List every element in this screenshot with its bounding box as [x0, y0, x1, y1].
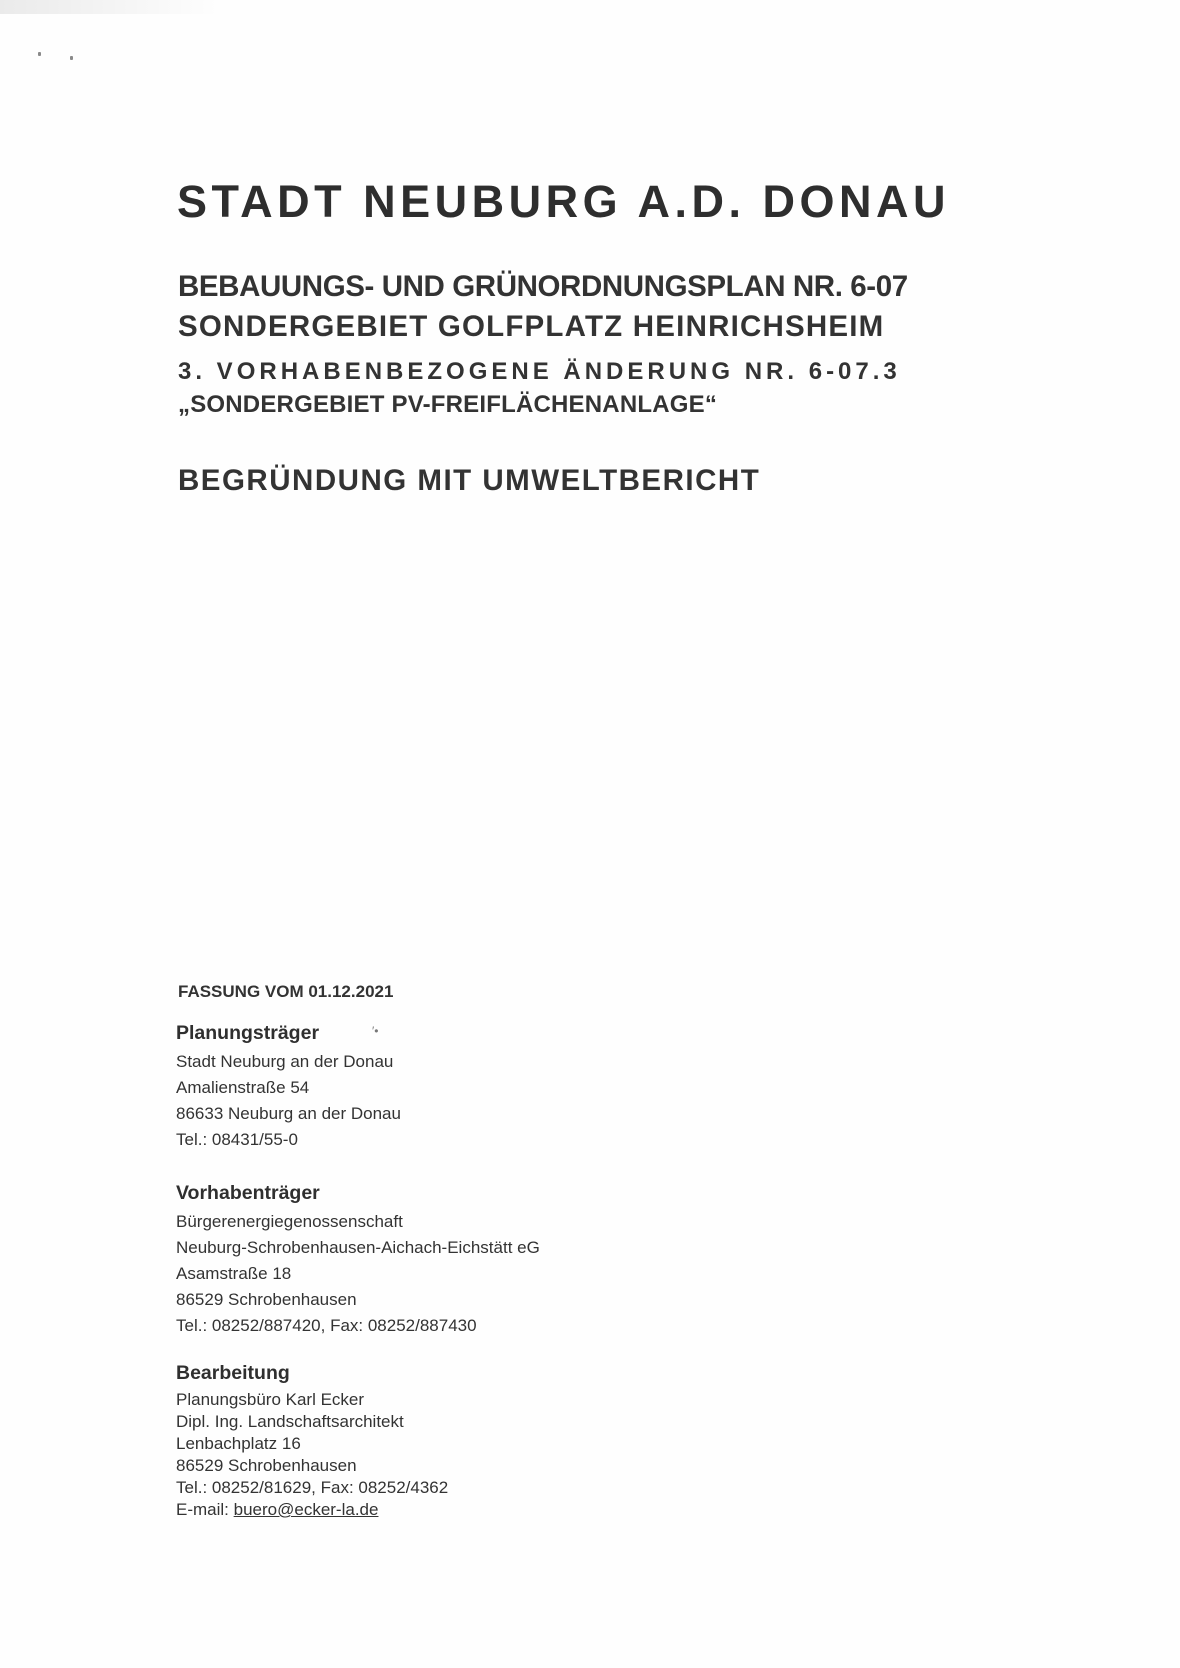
- scan-speck: [70, 56, 73, 60]
- planungstraeger-name: Stadt Neuburg an der Donau: [176, 1052, 394, 1071]
- bearbeitung-section: [176, 1362, 448, 1521]
- vorhabentraeger-name-2: Neuburg-Schrobenhausen-Aichach-Eichstätt eG: [176, 1238, 540, 1257]
- vorhabentraeger-section: [176, 1182, 540, 1339]
- vorhabentraeger-heading: Vorhabenträger: [176, 1182, 320, 1204]
- vorhabentraeger-city: 86529 Schrobenhausen: [176, 1290, 357, 1309]
- document-type-title: BEGRÜNDUNG MIT UMWELTBERICHT: [178, 464, 761, 497]
- vorhabentraeger-street: Asamstraße 18: [176, 1264, 292, 1283]
- planungstraeger-section: [176, 1022, 401, 1153]
- scan-edge-shadow: [0, 0, 220, 14]
- bearbeitung-title: Dipl. Ing. Landschaftsarchitekt: [176, 1412, 404, 1431]
- bearbeitung-street: Lenbachplatz 16: [176, 1434, 301, 1453]
- planungstraeger-city: 86633 Neuburg an der Donau: [176, 1104, 401, 1123]
- email-label: E-mail:: [176, 1500, 234, 1519]
- change-title-line2: „SONDERGEBIET PV-FREIFLÄCHENANLAGE“: [178, 391, 718, 418]
- scan-speck: [38, 52, 41, 56]
- bearbeitung-city: 86529 Schrobenhausen: [176, 1456, 357, 1475]
- vorhabentraeger-name: Bürgerenergiegenossenschaft: [176, 1212, 403, 1231]
- bearbeitung-email-line: [176, 1499, 448, 1521]
- bearbeitung-office: Planungsbüro Karl Ecker: [176, 1390, 365, 1409]
- plan-title-line2: SONDERGEBIET GOLFPLATZ HEINRICHSHEIM: [178, 310, 885, 343]
- bearbeitung-phone: Tel.: 08252/81629, Fax: 08252/4362: [176, 1478, 449, 1497]
- email-link[interactable]: buero@ecker-la.de: [233, 1500, 379, 1519]
- change-title-line1: 3. VORHABENBEZOGENE ÄNDERUNG NR. 6-07.3: [178, 358, 901, 385]
- planungstraeger-phone: Tel.: 08431/55-0: [176, 1130, 298, 1149]
- bearbeitung-heading: Bearbeitung: [176, 1362, 290, 1384]
- vorhabentraeger-phone: Tel.: 08252/887420, Fax: 08252/887430: [176, 1316, 477, 1335]
- planungstraeger-street: Amalienstraße 54: [176, 1078, 310, 1097]
- city-title: STADT NEUBURG A.D. DONAU: [177, 176, 950, 227]
- scan-mark: ′•: [372, 1024, 379, 1038]
- plan-title-line1: BEBAUUNGS- UND GRÜNORDNUNGSPLAN NR. 6-07: [178, 270, 908, 303]
- version-date: FASSUNG VOM 01.12.2021: [178, 982, 394, 1001]
- planungstraeger-heading: Planungsträger: [176, 1022, 320, 1044]
